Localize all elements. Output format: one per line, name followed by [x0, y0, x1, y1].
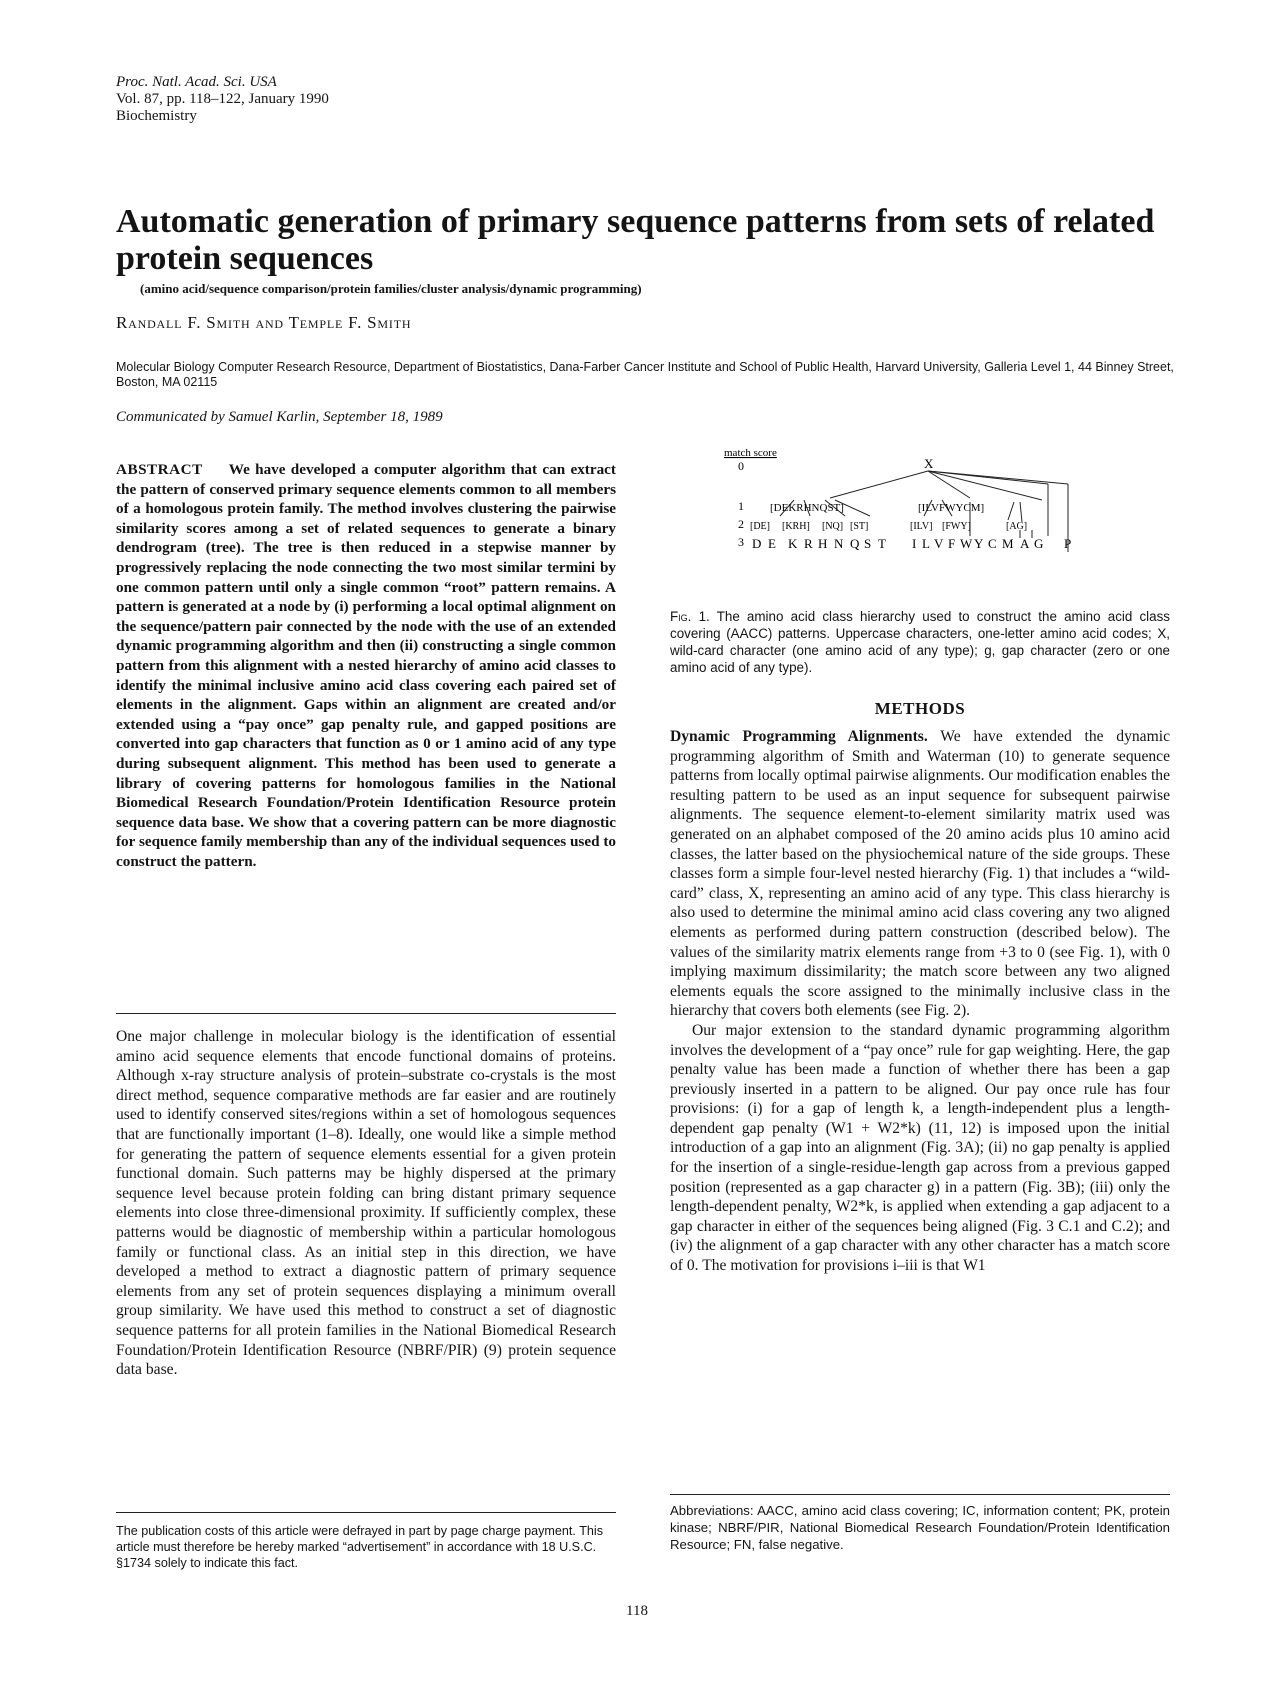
communicated-by: Communicated by Samuel Karlin, September 18, 1989 — [116, 409, 443, 425]
methods-paragraph-1 — [670, 727, 1170, 1021]
methods-heading: METHODS — [874, 699, 966, 718]
abstract — [116, 460, 616, 871]
class-DE: [DE] — [750, 521, 770, 532]
level-2: 2 — [738, 517, 744, 531]
leaf-V: V — [934, 536, 944, 551]
methods-para1-text: We have extended the dynamic programming algorithm of Smith and Waterman (10) to generate sequence patterns from locally optimal pairwise alignments. Our modification enables the resulting pattern to be used as an input sequence for subsequent pairwise alignments. The sequence element-to-element similarity matrix used was generated on an alphabet composed of the 20 amino acids plus 10 amino acid classes, the latter based on the physiochemical nature of the side groups. These classes form a simple four-level nested hierarchy (Fig. 1) that includes a “wild-card” class, X, representing an amino acid of any type. This class hierarchy is also used to determine the minimal amino acid class covering any two aligned elements as performed during pattern construction (described below). The values of the similarity matrix elements range from +3 to 0 (see Fig. 1), with 0 implying maximum dissimilarity; the match score between any two aligned elements equals the score assigned to the minimally inclusive class in the hierarchy that covers both elements (see Fig. 2). — [670, 728, 1170, 1020]
abstract-text: We have developed a computer algorithm that can extract the pattern of conserved primary sequence elements common to all members of a homologous protein family. The method involves clustering the pairwise similarity scores among a set of related sequences to generate a binary dendrogram (tree). The tree is then reduced in a stepwise manner by progressively replacing the node connecting the two most similar termini by one common pattern until only a single common “root” pattern remains. A pattern is generated at a node by (i) performing a local optimal alignment on the sequence/pattern pair connected by the node with the use of an extended dynamic programming algorithm and then (ii) constructing a single common pattern from this alignment with a nested hierarchy of amino acid classes to identify the minimal inclusive amino acid class covering each paired set of elements in the alignment. Gaps within an alignment are created and/or extended using a “pay once” gap penalty rule, and gapped positions are converted into gap characters that function as 0 or 1 amino acid of any type during subsequent alignment. This method has been used to generate a library of covering patterns for homologous families in the National Biomedical Research Foundation/Protein Identification Resource protein sequence data base. We show that a covering pattern can be more diagnostic for sequence family membership than any of the individual sequences used to construct the pattern. — [116, 461, 616, 870]
article-title: Automatic generation of primary sequence patterns from sets of related protein sequences — [116, 203, 1155, 277]
figure-1-caption — [670, 608, 1170, 676]
leaf-M: M — [1002, 536, 1014, 551]
leaf-S: S — [864, 536, 872, 551]
leaf-row — [752, 536, 1071, 551]
volume-line: Vol. 87, pp. 118–122, January 1990 — [116, 91, 329, 107]
journal-header — [116, 74, 329, 125]
class-NQ: [NQ] — [822, 521, 844, 532]
root-node: X — [924, 456, 934, 471]
methods-subheading: Dynamic Programming Alignments. — [670, 728, 928, 745]
publication-footnote: The publication costs of this article were defrayed in part by page charge payment. This article must therefore be hereby marked “advertisement” in accordance with 18 U.S.C. §1734 solely to indicate this fact. — [116, 1524, 603, 1570]
caption-label: Fig. 1. — [670, 609, 710, 624]
level-0: 0 — [738, 459, 744, 473]
figure-1 — [670, 440, 1170, 600]
leaf-F: F — [948, 536, 956, 551]
leaf-Y: Y — [974, 536, 984, 551]
level-1: 1 — [738, 499, 744, 513]
leaf-W: W — [960, 536, 973, 551]
leaf-A: A — [1020, 536, 1030, 551]
leaf-P: P — [1064, 536, 1072, 551]
intro-paragraph: One major challenge in molecular biology is the identification of essential amino acid sequence elements that encode functional domains of proteins. Although x-ray structure analysis of protein–substrate co-crystals is the most direct method, sequence comparative methods are far easier and are routinely used to identify conserved sites/regions within a set of homologous sequences that are functionally important (1–8). Ideally, one would like a simple method for generating the pattern of sequence elements essential for a given protein functional domain. Such patterns may be highly dispersed at the primary sequence level because protein folding can bring distant primary sequence elements into close three-dimensional proximity. If sufficiently complex, these patterns would be diagnostic of membership within a particular homologous family or functional class. As an initial step in this direction, we have developed a method to extract a diagnostic pattern of primary sequence elements from any set of protein sequences displaying a minimum overall group similarity. We have used this method to construct a set of diagnostic sequence patterns for all protein families in the National Biomedical Research Foundation/Protein Identification Resource (NBRF/PIR) (9) protein sequence data base. — [116, 1028, 616, 1379]
axis-label: match score — [724, 447, 777, 459]
leaf-E: E — [768, 536, 776, 551]
amino-acid-hierarchy-diagram — [670, 440, 1170, 600]
class-ILVFWYCM: [ILVFWYCM] — [918, 502, 985, 514]
leaf-Q: Q — [850, 536, 860, 551]
keywords: (amino acid/sequence comparison/protein families/cluster analysis/dynamic programming) — [140, 281, 642, 296]
leaf-R: R — [804, 536, 813, 551]
abstract-divider — [116, 1013, 616, 1014]
leaf-N: N — [834, 536, 844, 551]
class-FWY: [FWY] — [942, 521, 971, 532]
class-DEKRHNQST: [DEKRHNQST] — [770, 502, 844, 514]
class-AG: [AG] — [1006, 521, 1028, 532]
leaf-I: I — [912, 536, 917, 551]
class-ILV: [ILV] — [910, 521, 933, 532]
caption-text: The amino acid class hierarchy used to construct the amino acid class covering (AACC) patterns. Uppercase characters, one-letter amino acid codes; X, wild-card character (one amino acid of any type); g, gap character (zero or one amino acid of any type). — [670, 609, 1170, 675]
abbreviations-footnote: Abbreviations: AACC, amino acid class covering; IC, information content; PK, protein kinase; NBRF/PIR, National Biomedical Research Foundation/Protein Identification Resource; FN, false negative. — [670, 1503, 1170, 1552]
level-3: 3 — [738, 535, 744, 549]
journal-name: Proc. Natl. Acad. Sci. USA — [116, 74, 277, 90]
abstract-heading: ABSTRACT — [116, 461, 203, 478]
class-ST: [ST] — [850, 521, 869, 532]
authors: Randall F. Smith and Temple F. Smith — [116, 313, 412, 332]
class-KRH: [KRH] — [782, 521, 810, 532]
leaf-H: H — [818, 536, 828, 551]
methods-paragraph-2: Our major extension to the standard dynamic programming algorithm involves the development of a “pay once” rule for gap weighting. Here, the gap penalty value has been made a function of whether there has been a gap previously inserted in a pattern to be aligned. Our pay once rule has four provisions: (i) for a gap of length k, a length-independent plus a length-dependent gap penalty (W1 + W2*k) (11, 12) is imposed upon the initial introduction of a gap into an alignment (Fig. 3A); (ii) no gap penalty is applied for the insertion of a single-residue-length gap across from a previous gapped position (represented as a gap character g) in a pattern (Fig. 3B); (iii) only the length-dependent penalty, W2*k, is applied when extending a gap adjacent to a gap character in either of the sequences being aligned (Fig. 3 C.1 and C.2); and (iv) the alignment of a gap character with any other character has a match score of 0. The motivation for provisions i–iii is that W1 — [670, 1021, 1170, 1275]
leaf-C: C — [988, 536, 997, 551]
leaf-L: L — [922, 536, 930, 551]
affiliation: Molecular Biology Computer Research Resource, Department of Biostatistics, Dana-Farber Cancer Institute and School of Public Health, Harvard University, Galleria Level 1, 44 Binney Street, Boston, MA 02115 — [116, 360, 1174, 389]
leaf-T: T — [878, 536, 886, 551]
introduction — [116, 1027, 616, 1380]
page-number: 118 — [626, 1603, 648, 1619]
leaf-K: K — [788, 536, 798, 551]
leaf-D: D — [752, 536, 762, 551]
methods-body — [670, 727, 1170, 1276]
leaf-G: G — [1034, 536, 1044, 551]
abbrev-divider — [670, 1494, 1170, 1495]
section-line: Biochemistry — [116, 108, 197, 124]
footnote-divider — [116, 1512, 616, 1513]
